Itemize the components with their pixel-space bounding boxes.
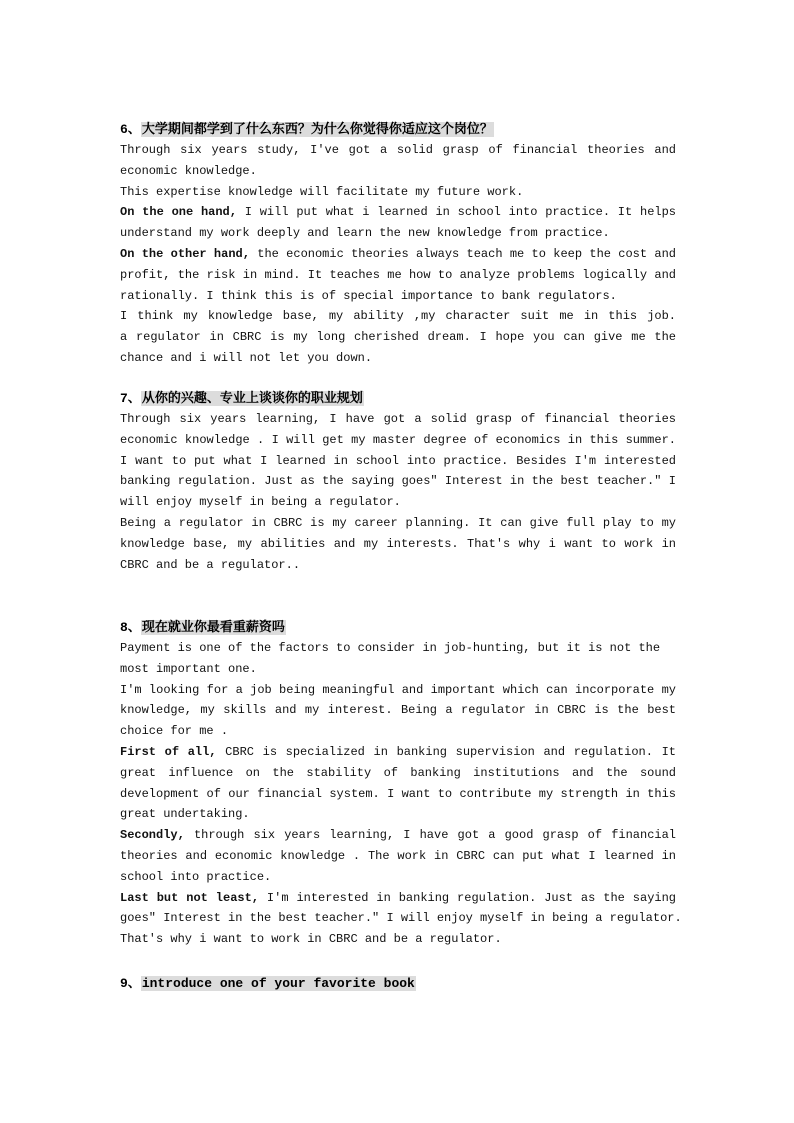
- answer-text: a regulator in CBRC is my long cherished dream. I hope you can give me the: [120, 330, 676, 345]
- question-title: introduce one of your favorite book: [141, 976, 415, 991]
- answer-text: I will put what i learned in school into practice. It helps: [244, 205, 676, 220]
- answer-line: [120, 409, 676, 430]
- answer-text: Payment is one of the factors to consider in job-hunting, but it is not the: [120, 641, 661, 655]
- answer-text: I think my knowledge base, my ability ,my character suit me in this job.: [120, 309, 676, 324]
- question-title: 大学期间都学到了什么东西？为什么你觉得你适应这个岗位？: [141, 122, 493, 137]
- answer-text: goes" Interest in the best teacher." I will enjoy myself in being a regulator.: [120, 911, 682, 926]
- answer-line: [120, 451, 676, 472]
- answer-line: [120, 721, 676, 742]
- answer-line: [120, 659, 676, 680]
- answer-line: [120, 804, 676, 825]
- question-6-section: [120, 120, 676, 369]
- question-number: 9、: [120, 976, 141, 991]
- answer-line: [120, 680, 676, 701]
- answer-text: Through six years learning, I have got a solid grasp of financial theories: [120, 412, 676, 426]
- answer-line: [120, 244, 676, 265]
- question-title: 从你的兴趣、专业上谈谈你的职业规划: [141, 391, 363, 406]
- answer-text: through six years learning, I have got a good grasp of financial: [184, 828, 676, 843]
- answer-line: [120, 223, 676, 244]
- answer-line: [120, 825, 676, 846]
- question-6-heading: [120, 120, 676, 140]
- answer-text: knowledge base, my abilities and my interests. That's why i want to work in: [120, 536, 676, 551]
- answer-text: Through six years study, I've got a solid grasp of financial theories and: [120, 143, 676, 157]
- question-title: 现在就业你最看重薪资吗: [141, 620, 285, 635]
- answer-text: economic knowledge . I will get my master degree of economics in this summer.: [120, 432, 676, 447]
- answer-text: rationally. I think this is of special importance to bank regulators.: [120, 288, 617, 303]
- answer-text: great undertaking.: [120, 807, 250, 822]
- answer-text: This expertise knowledge will facilitate my future work.: [120, 184, 524, 199]
- question-7-heading: [120, 389, 676, 409]
- answer-line: [120, 638, 676, 659]
- question-number: 8、: [120, 620, 141, 635]
- question-9-section: [120, 974, 676, 994]
- answer-text: That's why i want to work in CBRC and be a regulator.: [120, 932, 502, 947]
- answer-line: [120, 867, 676, 888]
- answer-line: [120, 161, 676, 182]
- answer-line: [120, 742, 676, 763]
- answer-line: [120, 140, 676, 161]
- answer-text: profit, the risk in mind. It teaches me how to analyze problems logically and: [120, 267, 676, 282]
- answer-text: choice for me .: [120, 724, 229, 739]
- question-9-heading: [120, 974, 676, 994]
- question-number: 6、: [120, 122, 141, 137]
- answer-6-body: [120, 140, 676, 369]
- answer-line: [120, 471, 676, 492]
- answer-text: most important one.: [120, 661, 257, 676]
- answer-text: the economic theories always teach me to keep the cost and: [249, 246, 676, 261]
- answer-text: theories and economic knowledge . The work in CBRC can put what I learned in: [120, 848, 676, 863]
- answer-line: [120, 846, 676, 867]
- answer-line: [120, 763, 676, 784]
- answer-8-body: [120, 638, 682, 950]
- question-number: 7、: [120, 391, 141, 406]
- answer-text: banking regulation. Just as the saying goes" Interest in the best teacher." I: [120, 474, 676, 489]
- answer-line: [120, 700, 676, 721]
- bold-lead-phrase: Secondly,: [120, 828, 185, 843]
- answer-line: [120, 348, 676, 369]
- answer-line: [120, 555, 676, 576]
- answer-line: [120, 513, 676, 534]
- answer-text: chance and i will not let you down.: [120, 350, 373, 365]
- answer-line: [120, 327, 676, 348]
- answer-text: I'm interested in banking regulation. Just as the saying: [259, 890, 676, 905]
- answer-line: [120, 888, 676, 909]
- answer-text: economic knowledge.: [120, 163, 257, 178]
- answer-text: great influence on the stability of banking institutions and the sound: [120, 765, 676, 780]
- answer-text: will enjoy myself in being a regulator.: [120, 495, 401, 510]
- answer-text: development of our financial system. I want to contribute my strength in this: [120, 786, 676, 801]
- answer-line: [120, 492, 676, 513]
- answer-text: I want to put what I learned in school into practice. Besides I'm interested: [120, 453, 676, 468]
- bold-lead-phrase: On the one hand,: [120, 205, 237, 220]
- answer-text: CBRC is specialized in banking supervision and regulation. It: [225, 744, 676, 759]
- answer-line: [120, 430, 676, 451]
- answer-text: understand my work deeply and learn the new knowledge from practice.: [120, 226, 610, 241]
- answer-line: [120, 286, 676, 307]
- answer-text: CBRC and be a regulator..: [120, 557, 301, 572]
- answer-line: [120, 306, 676, 327]
- answer-line: [120, 908, 682, 929]
- answer-text: school into practice.: [120, 869, 272, 884]
- answer-line: [120, 182, 676, 203]
- bold-lead-phrase: On the other hand,: [120, 246, 250, 261]
- answer-text: I'm looking for a job being meaningful and important which can incorporate my: [120, 682, 676, 697]
- answer-line: [120, 534, 676, 555]
- answer-text: knowledge, my skills and my interest. Being a regulator in CBRC is the best: [120, 703, 676, 718]
- answer-text: Being a regulator in CBRC is my career planning. It can give full play to my: [120, 515, 676, 530]
- answer-line: [120, 784, 676, 805]
- question-7-section: [120, 389, 676, 575]
- answer-line: [120, 929, 676, 950]
- answer-7-body: [120, 409, 676, 575]
- question-8-heading: [120, 618, 676, 638]
- bold-lead-phrase: Last but not least,: [120, 890, 259, 905]
- answer-line: [120, 265, 676, 286]
- bold-lead-phrase: First of all,: [120, 744, 217, 759]
- question-8-section: [120, 618, 682, 950]
- answer-line: [120, 202, 676, 223]
